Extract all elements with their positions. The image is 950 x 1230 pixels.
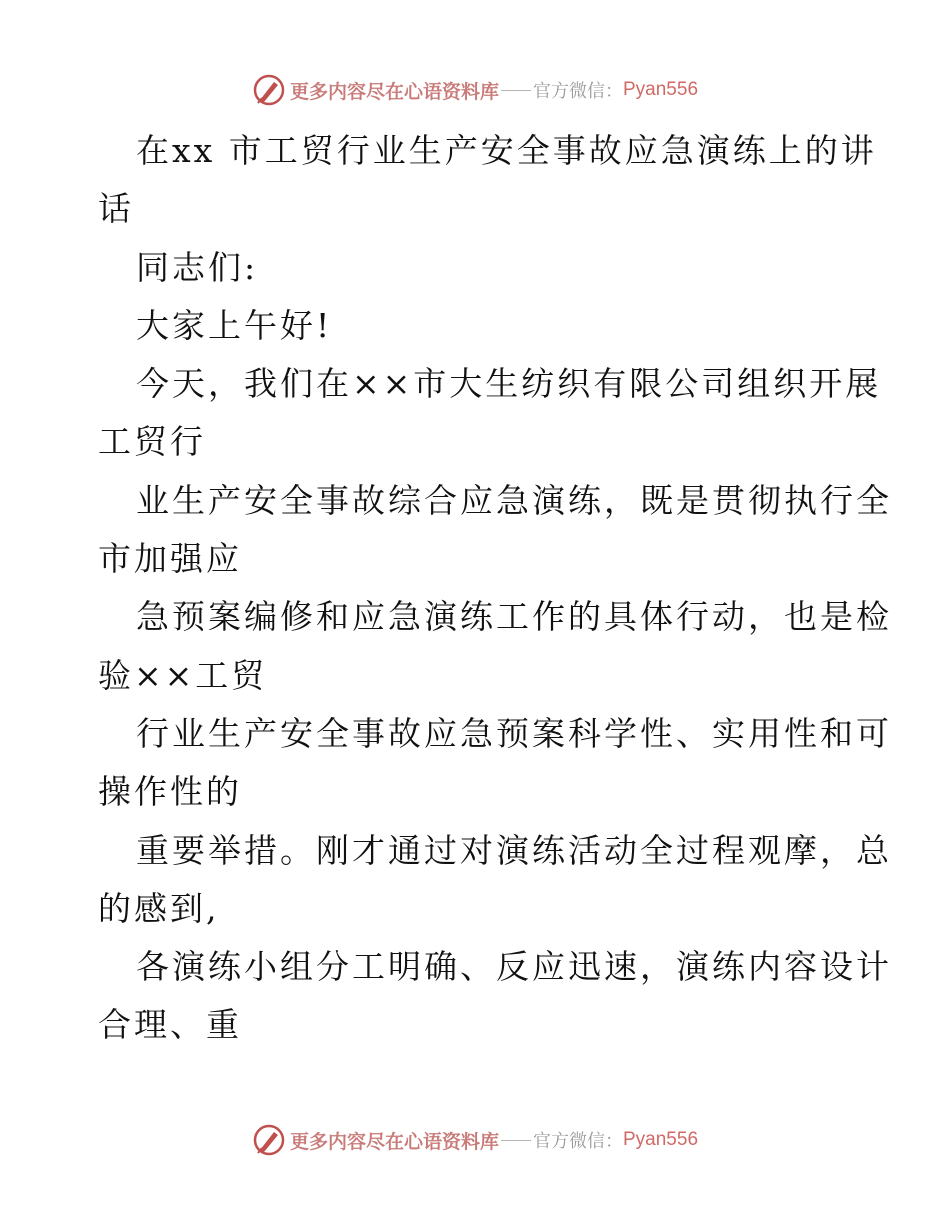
banner-wechat-label: 官方微信： xyxy=(533,1131,623,1152)
doc-line: 市加强应 xyxy=(98,539,242,579)
doc-line: 工贸行 xyxy=(98,422,206,462)
doc-line: 操作性的 xyxy=(98,772,242,812)
banner-wechat-id: Pyan556 xyxy=(623,1129,699,1150)
doc-line: 的感到, xyxy=(98,888,220,928)
doc-line: 今天，我们在××市大生纺织有限公司组织开展 xyxy=(136,364,882,404)
banner-dash-divider xyxy=(501,1140,531,1141)
document-body xyxy=(98,122,892,1055)
doc-line: 验××工贸 xyxy=(98,655,268,695)
doc-line: 急预案编修和应急演练工作的具体行动，也是检 xyxy=(136,597,892,637)
banner-wechat-id: Pyan556 xyxy=(623,79,699,100)
banner-dash-divider xyxy=(501,90,531,91)
header-watermark-banner xyxy=(0,70,950,110)
doc-line: 行业生产安全事故应急预案科学性、实用性和可 xyxy=(136,713,892,753)
banner-library-text: 更多内容尽在心语资料库 xyxy=(289,80,499,103)
footer-watermark-banner xyxy=(0,1120,950,1160)
banner-wechat-label: 官方微信： xyxy=(533,81,623,102)
doc-line: 合理、重 xyxy=(98,1005,242,1045)
doc-line-title-1: 在xx 市工贸行业生产安全事故应急演练上的讲 xyxy=(136,131,877,170)
doc-line-greeting: 大家上午好! xyxy=(136,305,333,345)
doc-line: 业生产安全事故综合应急演练，既是贯彻执行全 xyxy=(136,480,892,520)
doc-line-title-2: 话 xyxy=(98,189,134,229)
doc-line: 各演练小组分工明确、反应迅速，演练内容设计 xyxy=(136,947,892,987)
doc-line: 重要举措。刚才通过对演练活动全过程观摩，总 xyxy=(136,830,892,870)
quill-pen-logo-icon xyxy=(252,73,286,107)
doc-line-salutation: 同志们: xyxy=(136,247,259,287)
quill-pen-logo-icon xyxy=(252,1123,286,1157)
banner-library-text: 更多内容尽在心语资料库 xyxy=(289,1130,499,1153)
